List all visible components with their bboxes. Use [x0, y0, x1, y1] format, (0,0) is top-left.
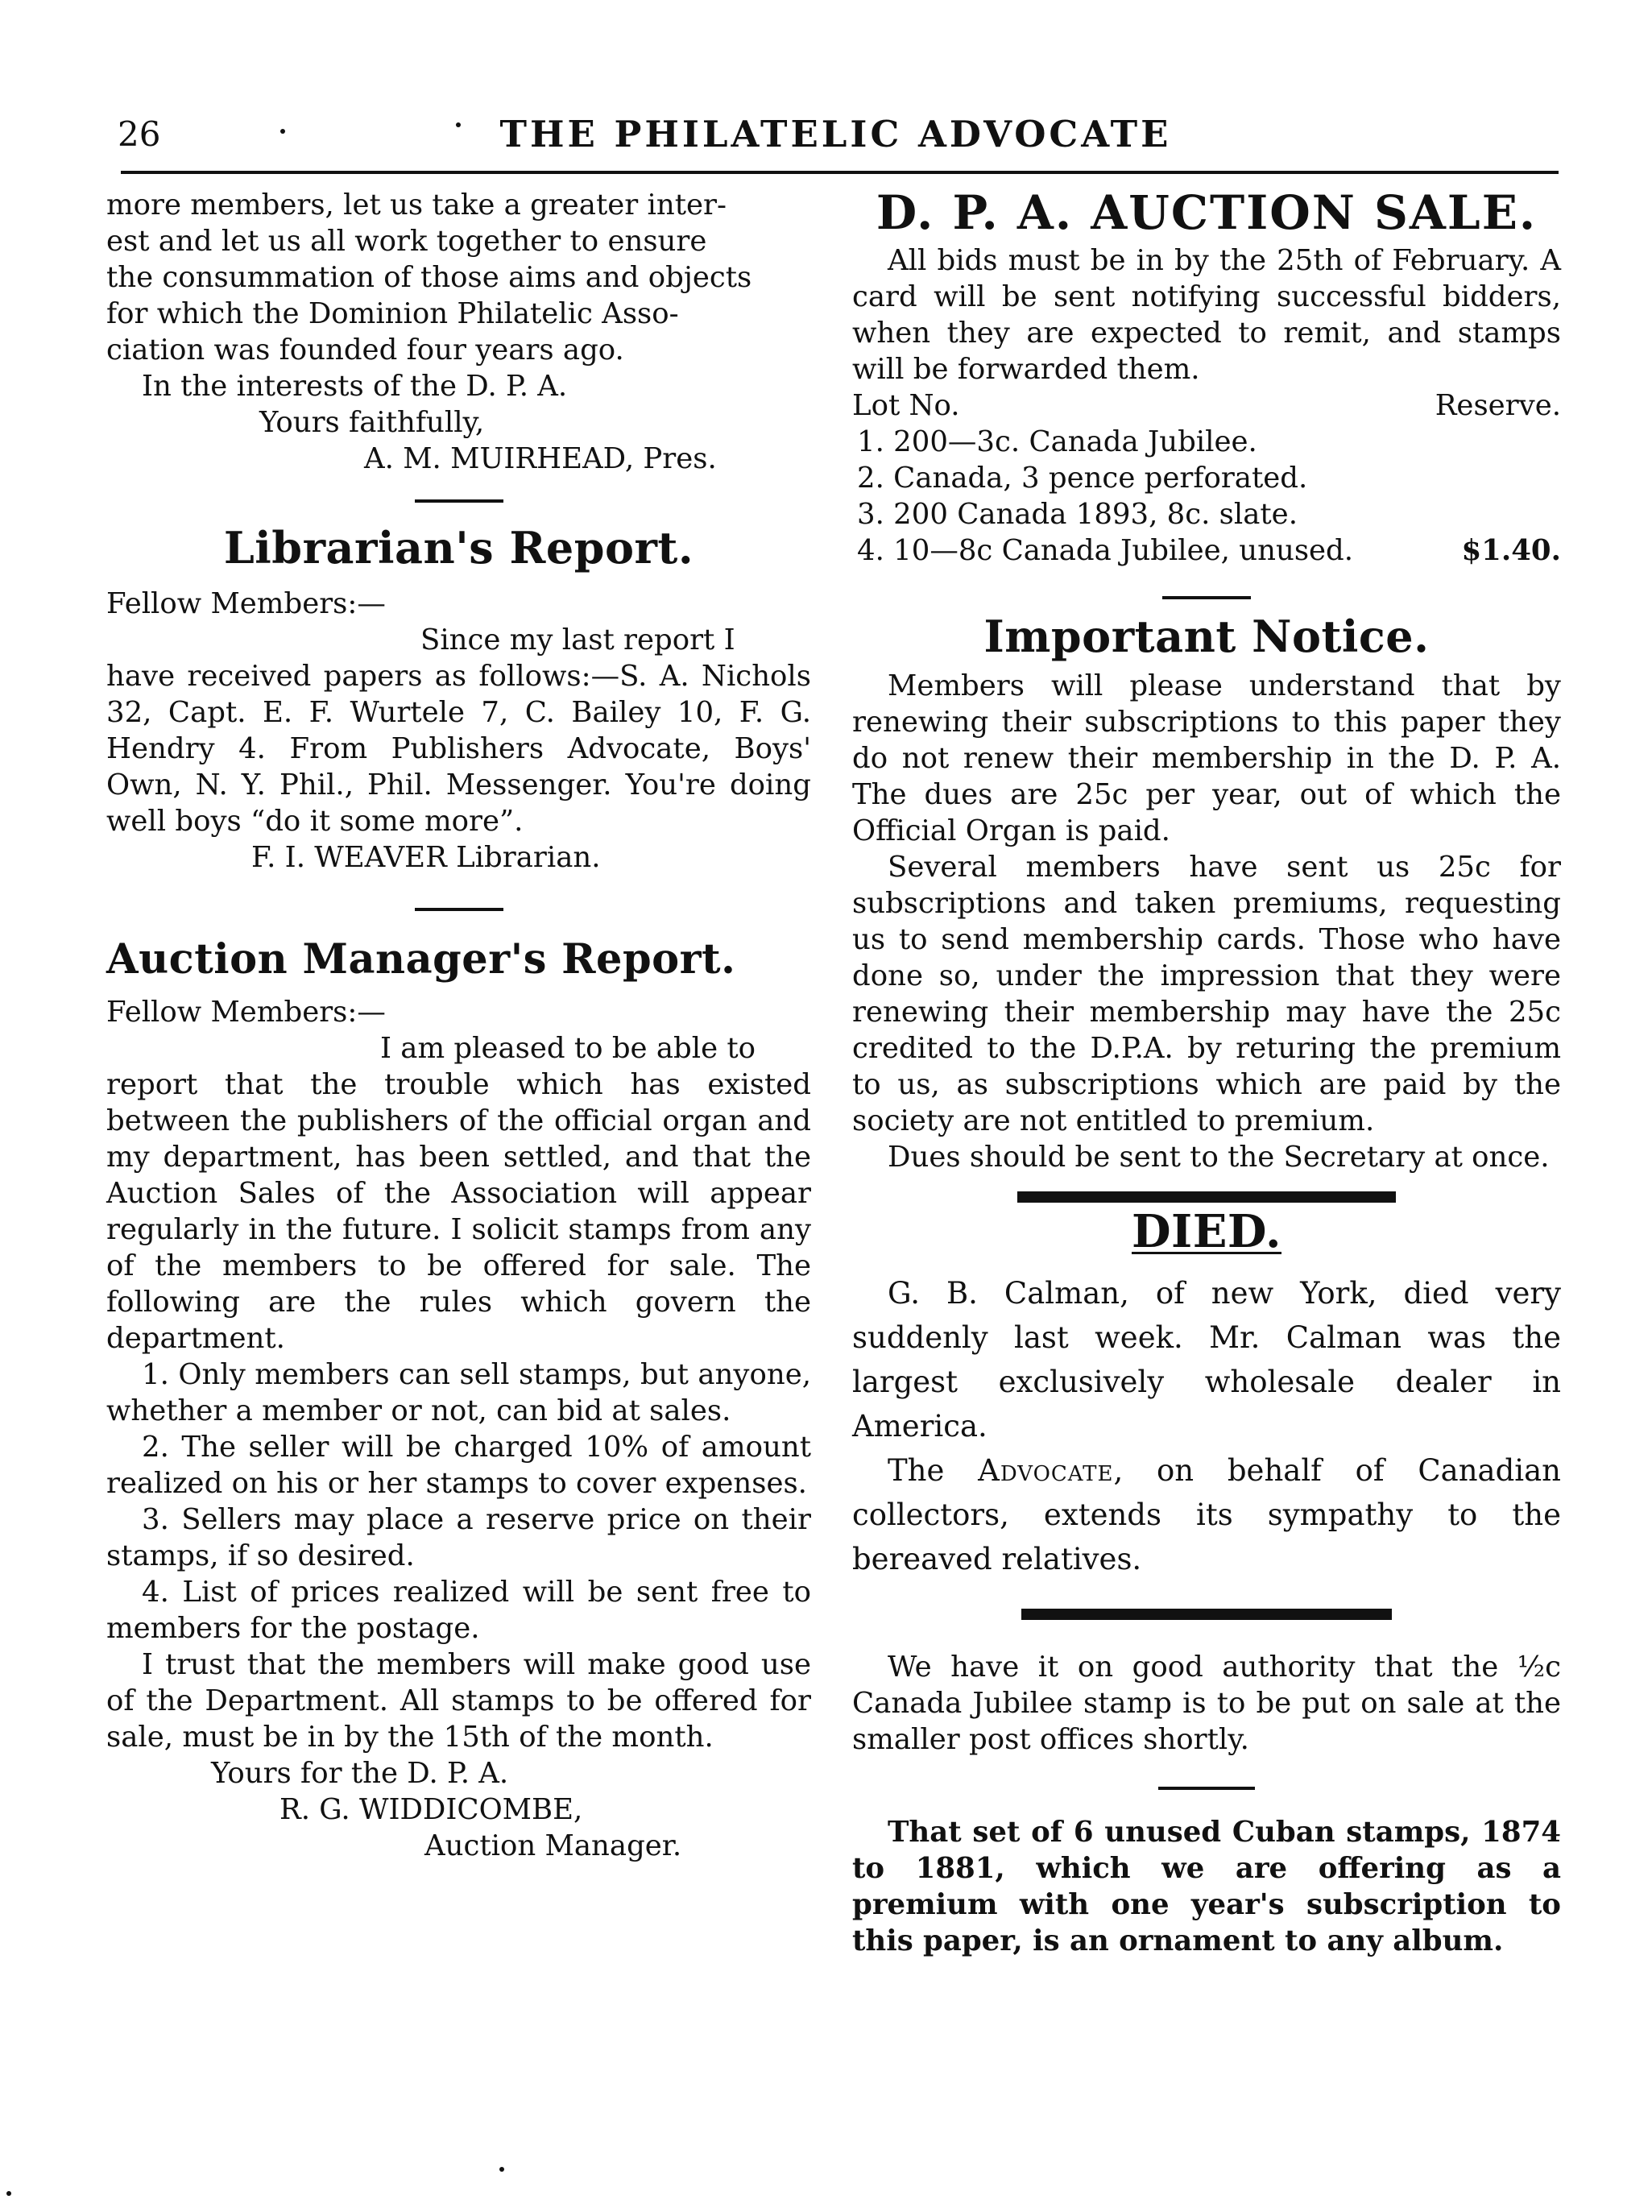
- auction-rule: 2. The seller will be charged 10% of amount realized on his or her stamps to cover expenses.: [106, 1431, 811, 1500]
- died-p2-start: The: [888, 1453, 945, 1488]
- lot-label: Lot No.: [852, 389, 960, 422]
- scan-speck: [456, 122, 461, 127]
- jubilee-note: We have it on good authority that the ½c Canada Jubilee stamp is to be put on sale at the smaller post offices shortly.: [852, 1651, 1561, 1756]
- auction-rule: 1. Only members can sell stamps, but anyone, whether a member or not, can bid at sales.: [106, 1358, 811, 1427]
- notice-paragraph: Dues should be sent to the Secretary at once.: [888, 1141, 1550, 1174]
- intro-line: more members, let us take a greater inter-: [106, 188, 727, 222]
- librarian-signature: F. I. WEAVER Librarian.: [251, 841, 601, 874]
- librarian-body-start: Since my last report I: [420, 623, 735, 657]
- lot-item: 2. Canada, 3 pence perforated.: [857, 462, 1308, 495]
- thick-divider: [1021, 1609, 1392, 1620]
- librarian-greeting: Fellow Members:—: [106, 587, 386, 620]
- section-divider: [415, 499, 503, 503]
- scan-speck: [280, 129, 285, 134]
- section-divider: [1162, 596, 1251, 599]
- auction-body: report that the trouble which has existed between the publishers of the official organ and my department, has been settled, and that the Auction Sales of the Association will appear regularly in the future. I solicit stamps from any of the members to be offered for sale. The following are the rules which govern the department.: [106, 1068, 811, 1355]
- notice-paragraph: Members will please understand that by renewing their subscriptions to this paper they do not renew their membership in the D. P. A. The dues are 25c per year, out of which the Official Organ is paid.: [852, 669, 1561, 847]
- dpa-auction-body: All bids must be in by the 25th of February. A card will be sent notifying successful bidders, when they are expected to remit, and stamps will be forwarded them.: [852, 244, 1561, 386]
- died-paragraph: G. B. Calman, of new York, died very suddenly last week. Mr. Calman was the largest exclusively wholesale dealer in America.: [852, 1276, 1561, 1444]
- librarian-report: [106, 522, 811, 876]
- lot-item-4: [852, 532, 1561, 569]
- auction-body-start: I am pleased to be able to: [380, 1032, 756, 1065]
- notice-heading: Important Notice.: [983, 611, 1430, 662]
- died-p2-rest: , on behalf of Canadian collectors, extends its sympathy to the bereaved relatives.: [852, 1453, 1562, 1576]
- auction-rule: 3. Sellers may place a reserve price on their stamps, if so desired.: [106, 1503, 811, 1572]
- reserve-label: Reserve.: [1435, 389, 1561, 422]
- lot-item: 3. 200 Canada 1893, 8c. slate.: [857, 498, 1298, 531]
- header-rule: [121, 171, 1559, 174]
- auction-rule: 4. List of prices realized will be sent free to members for the postage.: [106, 1576, 811, 1645]
- scan-speck: [499, 2167, 504, 2172]
- intro-yours: Yours faithfully,: [259, 406, 485, 439]
- auction-yours: Yours for the D. P. A.: [211, 1757, 509, 1790]
- auction-report-heading: Auction Manager's Report.: [106, 935, 736, 984]
- lot-item: 4. 10—8c Canada Jubilee, unused.: [857, 534, 1354, 567]
- thick-divider: [1017, 1191, 1396, 1203]
- intro-line: est and let us all work together to ensure: [106, 225, 707, 258]
- important-notice: [852, 611, 1561, 1175]
- notice-paragraph: Several members have sent us 25c for subscriptions and taken premiums, requesting us to send membership cards. Those who have done so, under the impression that they were renewing their membership may have the 25c credited to the D.P.A. by returing the premium to us, as subscriptions which are paid by the society are not entitled to premium.: [852, 851, 1561, 1137]
- intro-line: for which the Dominion Philatelic Asso-: [106, 297, 679, 330]
- left-column: [106, 187, 811, 1864]
- intro-line: the consummation of those aims and objects: [106, 261, 752, 294]
- right-column: [852, 187, 1561, 1959]
- auction-sig-title: Auction Manager.: [424, 1829, 682, 1862]
- dpa-auction-sale: [852, 185, 1561, 569]
- died-paragraph-2: [852, 1448, 1561, 1581]
- intro-line: ciation was founded four years ago.: [106, 333, 624, 367]
- lot-reserve-price: $1.40.: [1461, 534, 1561, 567]
- dpa-auction-heading: D. P. A. AUCTION SALE.: [876, 185, 1538, 240]
- section-divider: [1158, 1787, 1255, 1790]
- auction-greeting: Fellow Members:—: [106, 996, 386, 1029]
- auction-manager-report: [106, 935, 811, 1864]
- advocate-name: Advocate: [978, 1453, 1114, 1488]
- scan-speck: [6, 2191, 11, 2196]
- lot-item: 1. 200—3c. Canada Jubilee.: [857, 425, 1257, 458]
- cuban-note: That set of 6 unused Cuban stamps, 1874 to 1881, which we are offering as a premium with one year's subscription to this paper, is an ornament to any album.: [852, 1816, 1561, 1957]
- librarian-heading: Librarian's Report.: [223, 522, 694, 574]
- section-divider: [415, 908, 503, 911]
- publication-title: THE PHILATELIC ADVOCATE: [499, 113, 1172, 155]
- page-number: 26: [118, 114, 161, 154]
- lot-header-row: [852, 387, 1561, 424]
- intro-closing: In the interests of the D. P. A.: [142, 370, 568, 403]
- auction-closing: I trust that the members will make good use of the Department. All stamps to be offered for sale, must be in by the 15th of the month.: [106, 1648, 811, 1754]
- died-heading: DIED.: [1131, 1205, 1281, 1258]
- page-header: [113, 113, 1559, 169]
- died-notice: [852, 1205, 1562, 1581]
- intro-letter: [106, 187, 811, 477]
- intro-signature: A. M. MUIRHEAD, Pres.: [364, 442, 717, 475]
- librarian-body: have received papers as follows:—S. A. Nichols 32, Capt. E. F. Wurtele 7, C. Bailey 10, F. G. Hendry 4. From Publishers Advocate, Boys' Own, N. Y. Phil., Phil. Messenger. You're doing well boys “do it some more”.: [106, 660, 811, 838]
- auction-sig-name: R. G. WIDDICOMBE,: [279, 1793, 583, 1826]
